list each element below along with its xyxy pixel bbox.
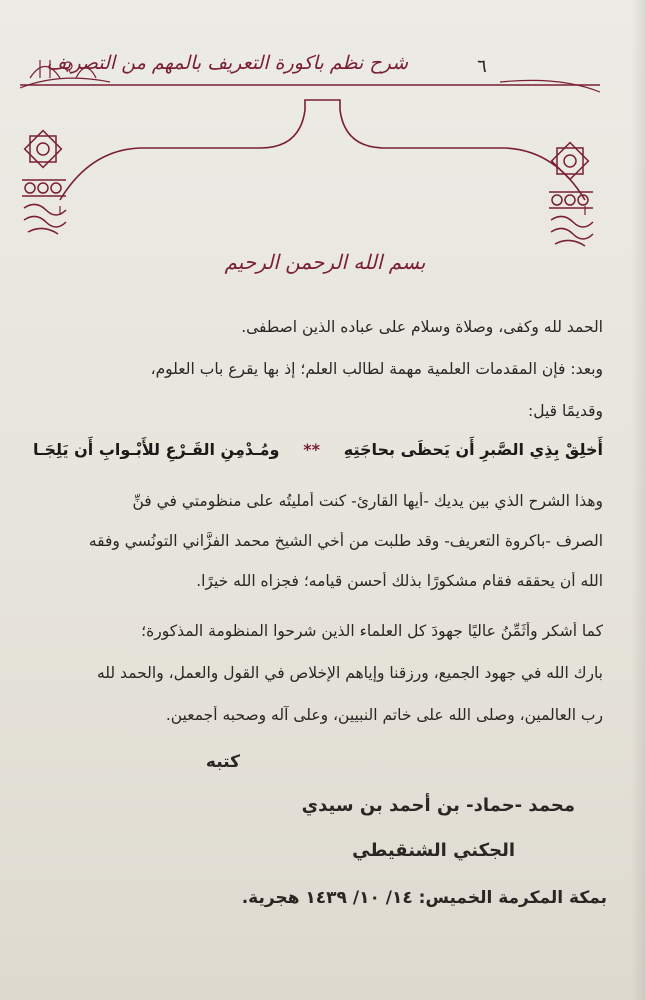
paragraph: كما أشكر وأُثَمِّنُ عاليًا جهودَ كل العلماء الذين شرحوا المنظومة المذكورة؛ [141, 622, 603, 640]
paragraph: الله أن يحققه فقام مشكورًا بذلك أحسن قيامه؛ فجزاه الله خيرًا. [196, 572, 603, 590]
page-number: ٦ [477, 56, 487, 77]
star-ornament-icon [545, 140, 605, 260]
paragraph: وهذا الشرح الذي بين يديك -أيها القارئ- كنت أمليتُه على منظومتي في فنِّ [132, 492, 603, 510]
basmala: بسم الله الرحمن الرحيم [224, 250, 426, 274]
paragraph: بارك الله في جهود الجميع، ورزقنا وإياهم الإخلاص في القول والعمل، والحمد لله [96, 664, 603, 682]
verse-line [33, 440, 603, 459]
paragraph: رب العالمين، وصلى الله على خاتم النبيين، وعلى آله وصحبه أجمعين. [165, 706, 603, 724]
verse-separator: ** [303, 440, 320, 459]
star-ornament-icon [18, 128, 78, 248]
paragraph: وبعد: فإن المقدمات العلمية مهمة لطالب العلم؛ إذ بها يقرع باب العلوم، [150, 360, 603, 378]
running-title: شرح نظم باكورة التعريف بالمهم من التصريف [46, 52, 408, 74]
signature-name-line2: الجكني الشنقيطي [352, 840, 515, 861]
verse-second-hemistich: ومُـدْمِنِ القَـرْعِ للأَبْـوابِ أَن يَلِجَـا [33, 440, 280, 459]
signature-label: كتبه [205, 752, 240, 772]
signature-name: محمد -حماد- بن أحمد بن سيدي [301, 795, 575, 816]
paragraph: الحمد لله وكفى، وصلاة وسلام على عباده الذين اصطفى. [241, 318, 603, 336]
paragraph: الصرف -باكروة التعريف- وقد طلبت من أخي الشيخ محمد الفزَّاني التونُسي وفقه [88, 532, 603, 550]
verse-first-hemistich: أَخلِقْ بِذِي الصَّبرِ أَن يَحظَى بحاجَتِهِ [343, 440, 603, 459]
paragraph: وقديمًا قيل: [527, 402, 603, 420]
signature-place-date: بمكة المكرمة الخميس: ١٤/ ١٠/ ١٤٣٩ هجرية. [241, 888, 607, 908]
page-edge-shadow [631, 0, 645, 1000]
